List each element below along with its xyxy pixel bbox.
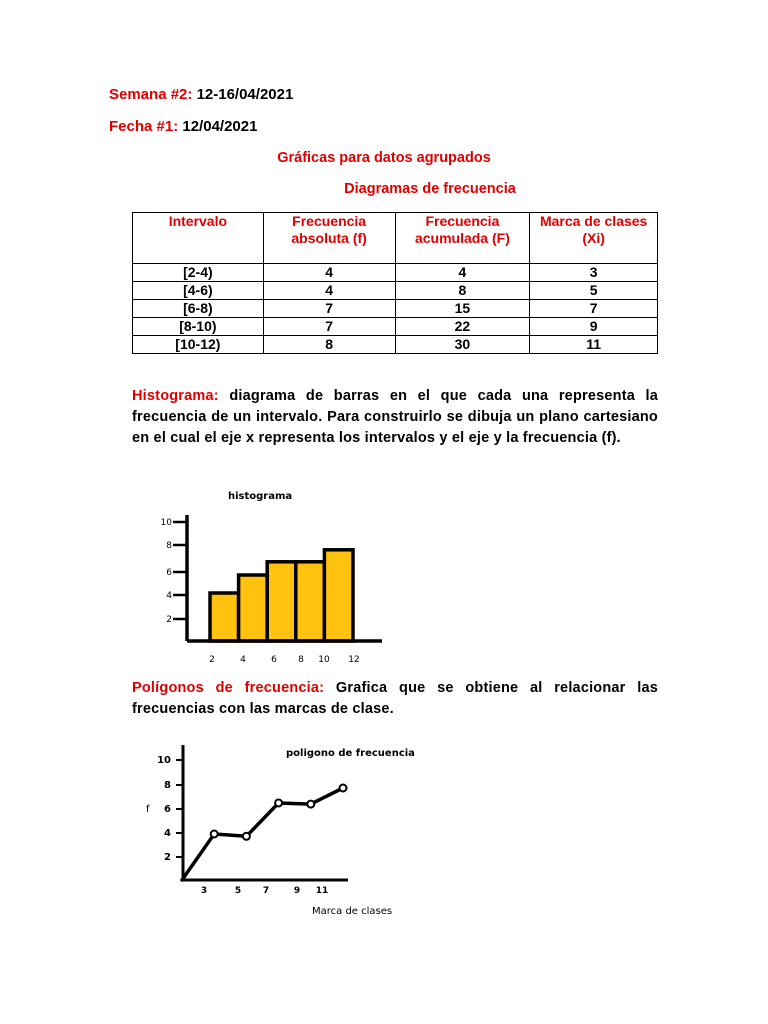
table-row <box>133 264 658 282</box>
polygon-point <box>307 801 314 808</box>
polygon-segment <box>182 834 214 880</box>
cell-class-mark: 7 <box>530 300 658 318</box>
polygon-segment <box>279 803 311 804</box>
cell-class-mark: 5 <box>530 282 658 300</box>
polygon-term: Polígonos de frecuencia: <box>132 680 325 696</box>
histogram-bar <box>239 575 268 641</box>
histogram-y-tick-label: 8 <box>166 541 172 551</box>
histogram-y-tick-label: 2 <box>166 615 172 625</box>
histogram-x-tick-label: 6 <box>271 655 277 665</box>
cell-interval: [10-12) <box>133 336 264 354</box>
histogram-chart <box>140 485 390 670</box>
column-header-absolute-frequency: Frecuencia absoluta (f) <box>263 213 395 264</box>
polygon-y-tick-label: 6 <box>164 804 171 815</box>
histogram-x-tick-label: 8 <box>298 655 304 665</box>
polygon-title: poligono de frecuencia <box>286 748 415 759</box>
polygon-segment <box>311 788 343 804</box>
histogram-y-tick-label: 6 <box>166 568 172 578</box>
histogram-bar <box>210 593 239 641</box>
page-title: Gráficas para datos agrupados <box>277 150 491 166</box>
cell-absolute: 7 <box>263 300 395 318</box>
polygon-y-tick-label: 10 <box>157 755 171 766</box>
polygon-y-tick-label: 2 <box>164 852 171 863</box>
table-row <box>133 318 658 336</box>
cell-interval: [4-6) <box>133 282 264 300</box>
polygon-y-ticks <box>157 755 183 863</box>
polygon-definition <box>132 678 658 720</box>
histogram-body: diagrama de barras en el que cada una representa la frecuencia de un intervalo. Para construirlo se dibuja un plano cartesiano en el cual el eje x representa los intervalos y el eje y la frecuencia (f). <box>132 388 658 446</box>
cell-class-mark: 11 <box>530 336 658 354</box>
frequency-polygon-chart <box>140 735 420 925</box>
polygon-x-tick-label: 7 <box>262 886 270 896</box>
table-header-row <box>133 213 658 264</box>
polygon-x-ticks <box>201 886 328 896</box>
polygon-segment <box>214 834 246 836</box>
cell-interval: [6-8) <box>133 300 264 318</box>
column-header-cumulative-frequency: Frecuencia acumulada (F) <box>395 213 530 264</box>
date-line <box>109 118 257 135</box>
frequency-table <box>132 212 658 354</box>
cell-absolute: 8 <box>263 336 395 354</box>
cell-cumulative: 4 <box>395 264 530 282</box>
histogram-y-ticks <box>161 518 187 625</box>
histogram-x-ticks <box>209 655 360 665</box>
table-row <box>133 282 658 300</box>
date-value: 12/04/2021 <box>182 118 258 135</box>
histogram-definition <box>132 386 658 449</box>
week-label: Semana #2: <box>109 86 193 103</box>
cell-interval: [8-10) <box>133 318 264 336</box>
cell-cumulative: 22 <box>395 318 530 336</box>
histogram-x-tick-label: 10 <box>318 655 330 665</box>
polygon-y-tick-label: 4 <box>164 828 171 839</box>
histogram-bar <box>267 562 296 641</box>
histogram-x-tick-label: 4 <box>240 655 246 665</box>
histogram-title: histograma <box>228 491 293 502</box>
cell-cumulative: 8 <box>395 282 530 300</box>
table-row <box>133 300 658 318</box>
histogram-term: Histograma: <box>132 388 219 404</box>
cell-class-mark: 9 <box>530 318 658 336</box>
cell-interval: [2-4) <box>133 264 264 282</box>
polygon-x-axis-label: Marca de clases <box>312 906 393 917</box>
polygon-segment <box>246 803 278 836</box>
histogram-x-tick-label: 2 <box>209 655 215 665</box>
cell-cumulative: 15 <box>395 300 530 318</box>
histogram-bar <box>324 550 353 641</box>
date-label: Fecha #1: <box>109 118 179 135</box>
polygon-x-tick-label: 5 <box>234 886 242 896</box>
polygon-body: Grafica que se obtiene al relacionar las frecuencias con las marcas de clase. <box>132 680 658 717</box>
histogram-x-tick-label: 12 <box>348 655 360 665</box>
page-subtitle: Diagramas de frecuencia <box>344 181 516 197</box>
polygon-x-tick-label: 3 <box>200 886 208 896</box>
cell-absolute: 4 <box>263 264 395 282</box>
polygon-y-axis-label: f <box>146 804 150 815</box>
cell-class-mark: 3 <box>530 264 658 282</box>
week-line <box>109 86 293 103</box>
cell-absolute: 7 <box>263 318 395 336</box>
polygon-axes <box>183 745 348 880</box>
polygon-line <box>182 788 343 880</box>
polygon-y-tick-label: 8 <box>164 780 171 791</box>
cell-cumulative: 30 <box>395 336 530 354</box>
polygon-point <box>211 831 218 838</box>
histogram-bars <box>210 550 353 641</box>
polygon-points <box>211 785 347 840</box>
polygon-x-tick-label: 9 <box>293 886 301 896</box>
histogram-bar <box>296 562 325 641</box>
polygon-x-tick-label: 11 <box>315 886 329 896</box>
week-value: 12-16/04/2021 <box>196 86 294 103</box>
polygon-point <box>340 785 347 792</box>
histogram-y-tick-label: 4 <box>166 591 172 601</box>
polygon-point <box>275 799 282 806</box>
column-header-interval: Intervalo <box>133 213 264 264</box>
cell-absolute: 4 <box>263 282 395 300</box>
column-header-class-mark: Marca de clases (Xi) <box>530 213 658 264</box>
histogram-y-tick-label: 10 <box>160 518 172 528</box>
table-row <box>133 336 658 354</box>
polygon-point <box>243 833 250 840</box>
